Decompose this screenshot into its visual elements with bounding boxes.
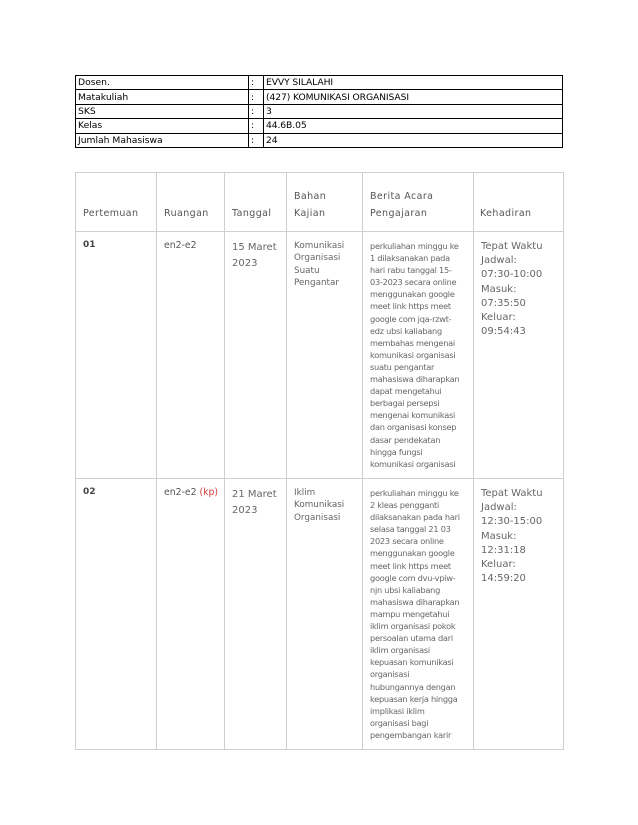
report-line: iklim organisasi pokok (370, 621, 456, 632)
info-label: SKS (76, 104, 249, 118)
info-value: 44.6B.05 (264, 119, 563, 133)
topic-line: Organisasi (294, 512, 341, 523)
report-line: njn ubsi kaliabang (370, 584, 441, 595)
report-line: hubungannya dengan (370, 681, 456, 692)
info-value: 24 (264, 133, 563, 147)
date-line: 15 Maret (232, 242, 277, 253)
date-line: 21 Maret (232, 489, 277, 500)
header-kehadiran: Kehadiran (474, 173, 564, 232)
cell-pertemuan (76, 232, 157, 479)
report-line: 03-2023 secara online (370, 277, 457, 288)
report-line: edz ubsi kaliabang (370, 325, 442, 336)
attendance-line: Masuk: (481, 530, 517, 542)
report-line: dasar pendekatan (370, 434, 441, 445)
attendance-line: 07:35:50 (481, 297, 526, 309)
report-line: mengenai komunikasi (370, 410, 456, 421)
course-info-table (75, 75, 563, 148)
info-row (76, 76, 563, 90)
report-line: membahas mengenai (370, 337, 455, 348)
topic-line: Organisasi (294, 253, 341, 264)
report-line: mahasiswa diharapkan (370, 374, 460, 385)
attendance-line: Keluar: (481, 312, 516, 324)
meeting-number: 02 (83, 487, 96, 497)
info-value: EVVY SILALAHI (264, 76, 563, 90)
info-separator: : (249, 90, 264, 104)
report-line: meet link https meet (370, 560, 451, 571)
header-berita-acara: Berita Acara Pengajaran (363, 173, 474, 232)
report-line: kepuasan kerja hingga (370, 693, 458, 704)
report-line: mampu mengetahui (370, 608, 450, 619)
info-row (76, 104, 563, 118)
attendance-table (75, 172, 564, 750)
report-line: 2023 secara online (370, 536, 444, 547)
info-row (76, 133, 563, 147)
attendance-line: Jadwal: (481, 255, 517, 267)
attendance-line: 12:30-15:00 (481, 516, 543, 528)
report-line: organisasi bagi (370, 717, 429, 728)
report-line: mahasiswa diharapkan (370, 596, 460, 607)
report-line: dapat mengetahui (370, 386, 442, 397)
attendance-line: 07:30-10:00 (481, 269, 543, 281)
topic-line: Iklim (294, 488, 316, 498)
attendance-line: Jadwal: (481, 502, 517, 514)
report-line: menggunakan google (370, 548, 455, 559)
cell-ruangan (157, 479, 225, 750)
attendance-line: Keluar: (481, 559, 516, 571)
topic-line: Komunikasi (294, 500, 345, 511)
report-line: berbagai persepsi (370, 398, 440, 409)
cell-kehadiran (474, 479, 564, 750)
report-line: selasa tanggal 21 03 (370, 524, 451, 535)
report-line: dan organisasi konsep (370, 422, 457, 433)
report-line: menggunakan google (370, 289, 455, 300)
info-row (76, 90, 563, 104)
date-year: 2023 (232, 505, 258, 516)
cell-berita-acara (363, 479, 474, 750)
report-line: organisasi (370, 669, 410, 680)
cell-tanggal (225, 479, 287, 750)
report-line: komunikasi organisasi (370, 458, 456, 469)
header-ruangan: Ruangan (157, 173, 225, 232)
room-code: en2-e2 (164, 240, 197, 251)
info-separator: : (249, 119, 264, 133)
cell-pertemuan (76, 479, 157, 750)
cell-kehadiran (474, 232, 564, 479)
attendance-line: Tepat Waktu (481, 241, 543, 252)
report-line: google com jqa-rzwt- (370, 313, 452, 324)
cell-bahan-kajian (287, 479, 363, 750)
info-separator: : (249, 104, 264, 118)
attendance-line: 09:54:43 (481, 326, 526, 338)
report-line: google com dvu-vpiw- (370, 572, 456, 583)
cell-ruangan (157, 232, 225, 479)
info-label: Kelas (76, 119, 249, 133)
report-line: meet link https meet (370, 301, 451, 312)
topic-line: Komunikasi (294, 241, 345, 251)
cell-berita-acara (363, 232, 474, 479)
info-value: 3 (264, 104, 563, 118)
report-line: perkuliahan minggu ke (370, 241, 459, 251)
cell-bahan-kajian (287, 232, 363, 479)
header-bahan-kajian: Bahan Kajian (287, 173, 363, 232)
date-year: 2023 (232, 258, 258, 269)
header-pertemuan: Pertemuan (76, 173, 157, 232)
report-line: iklim organisasi (370, 645, 430, 656)
info-label: Jumlah Mahasiswa (76, 133, 249, 147)
report-line: 2 kleas pengganti (370, 500, 440, 511)
report-line: hari rabu tanggal 15- (370, 265, 452, 276)
report-line: dilaksanakan pada hari (370, 512, 460, 523)
report-line: 1 dilaksanakan pada (370, 253, 450, 264)
table-header-row (76, 173, 564, 232)
info-value: (427) KOMUNIKASI ORGANISASI (264, 90, 563, 104)
attendance-line: 14:59:20 (481, 573, 526, 585)
report-line: perkuliahan minggu ke (370, 488, 459, 498)
meeting-number: 01 (83, 240, 96, 250)
attendance-line: 12:31:18 (481, 544, 526, 556)
info-label: Matakuliah (76, 90, 249, 104)
report-line: kepuasan komunikasi (370, 657, 454, 668)
attendance-line: Tepat Waktu (481, 488, 543, 499)
attendance-line: Masuk: (481, 283, 517, 295)
info-separator: : (249, 76, 264, 90)
report-line: hingga fungsi (370, 446, 423, 457)
cell-tanggal (225, 232, 287, 479)
report-line: implikasi iklim (370, 705, 425, 716)
topic-line: Pengantar (294, 278, 339, 289)
room-code: en2-e2 (164, 487, 200, 498)
report-line: persoalan utama dari (370, 633, 453, 644)
header-tanggal: Tanggal (225, 173, 287, 232)
topic-line: Suatu (294, 265, 320, 276)
report-line: komunikasi organisasi (370, 349, 456, 360)
room-tag: (kp) (199, 487, 219, 498)
table-row (76, 232, 564, 479)
info-separator: : (249, 133, 264, 147)
report-line: suatu pengantar (370, 361, 435, 372)
report-line: pengembangan karir (370, 729, 452, 740)
info-row (76, 119, 563, 133)
table-row (76, 479, 564, 750)
info-label: Dosen. (76, 76, 249, 90)
